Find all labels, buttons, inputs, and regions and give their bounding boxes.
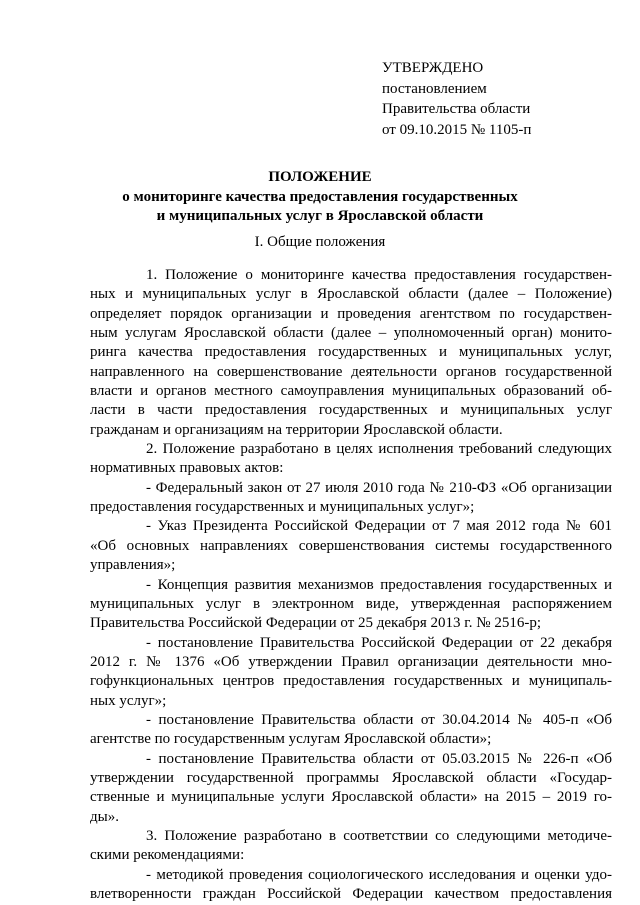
body-text-line: 1. Положение о мониторинге качества предоставления государствен- — [146, 267, 612, 283]
body-text-line: управления»; — [90, 557, 176, 574]
body-text-line: направленного на совершенствование деятельности органов государственной — [90, 363, 612, 380]
body-text-line: - Федеральный закон от 27 июля 2010 года № 210-ФЗ «Об организации — [146, 479, 612, 496]
document-body — [90, 266, 612, 904]
approval-line: постановлением — [382, 80, 487, 97]
body-text-line: гражданам и организациям на территории Ярославской области. — [90, 421, 503, 438]
body-text-line: - постановление Правительства области от 05.03.2015 № 226-п «Об — [146, 750, 612, 767]
body-text-line: нормативных правовых актов: — [90, 460, 284, 477]
body-text-line: определяет порядок организации и проведения агентством по государствен- — [90, 305, 612, 322]
title-subheading: о мониторинге качества предоставления государственных — [122, 188, 518, 205]
body-text-line: 2. Положение разработано в целях исполнения требований следующих — [146, 441, 612, 458]
approval-date-number: от 09.10.2015 № 1105-п — [382, 121, 532, 138]
body-text-line: ды». — [90, 808, 119, 825]
body-text-line: гофункциональных центров предоставления государственных и муниципаль- — [90, 673, 612, 690]
body-text-line: власти и органов местного самоуправления муниципальных образований об- — [90, 383, 612, 400]
section-heading: I. Общие положения — [254, 234, 386, 250]
body-text-line: ных и муниципальных услуг в Ярославской области (далее – Положение) — [90, 286, 612, 303]
document-title — [0, 168, 640, 227]
body-text-line: 2012 г. № 1376 «Об утверждении Правил организации деятельности мно- — [90, 653, 612, 670]
body-text-line: - Указ Президента Российской Федерации от 7 мая 2012 года № 601 — [146, 518, 612, 535]
body-text-line: ринга качества предоставления государственных и муниципальных услуг, — [90, 344, 612, 361]
body-text-line: агентстве по государственным услугам Ярославской области»; — [90, 731, 492, 748]
body-text-line: 3. Положение разработано в соответствии со следующими методиче- — [146, 827, 612, 844]
body-text-line: утверждении государственной программы Ярославской области «Государ- — [90, 769, 612, 786]
title-heading: ПОЛОЖЕНИЕ — [268, 169, 372, 185]
body-text-line: предоставления государственных и муниципальных услуг»; — [90, 499, 475, 516]
body-text-line: - постановление Правительства Российской Федерации от 22 декабря — [146, 634, 612, 651]
title-subheading: и муниципальных услуг в Ярославской области — [156, 208, 484, 224]
approval-line: Правительства области — [382, 101, 531, 117]
body-text-line: - Концепция развития механизмов предоставления государственных и — [146, 576, 612, 593]
body-text-line: ласти в части предоставления государственных и муниципальных услуг — [90, 402, 612, 419]
body-text-line: - постановление Правительства области от 30.04.2014 № 405-п «Об — [146, 711, 612, 728]
body-text-line: «Об основных направлениях совершенствования системы государственного — [90, 537, 612, 554]
body-text-line: - методикой проведения социологического исследования и оценки удо- — [146, 866, 612, 883]
body-text-line: ных услуг»; — [90, 692, 167, 709]
body-text-line: ным услугам Ярославской области (далее – уполномоченный орган) монито- — [90, 325, 612, 342]
approval-stamp — [382, 58, 531, 140]
body-text-line: муниципальных услуг в электронном виде, утвержденная распоряжением — [90, 595, 612, 612]
body-text-line: Правительства Российской Федерации от 25 декабря 2013 г. № 2516-р; — [90, 615, 541, 632]
body-text-line: скими рекомендациями: — [90, 847, 245, 864]
body-text-line: влетворенности граждан Российской Федерации качеством предоставления — [90, 886, 612, 902]
approval-heading: УТВЕРЖДЕНО — [382, 60, 484, 76]
body-text-line: ственные и муниципальные услуги Ярославской области» на 2015 – 2019 го- — [90, 789, 612, 806]
